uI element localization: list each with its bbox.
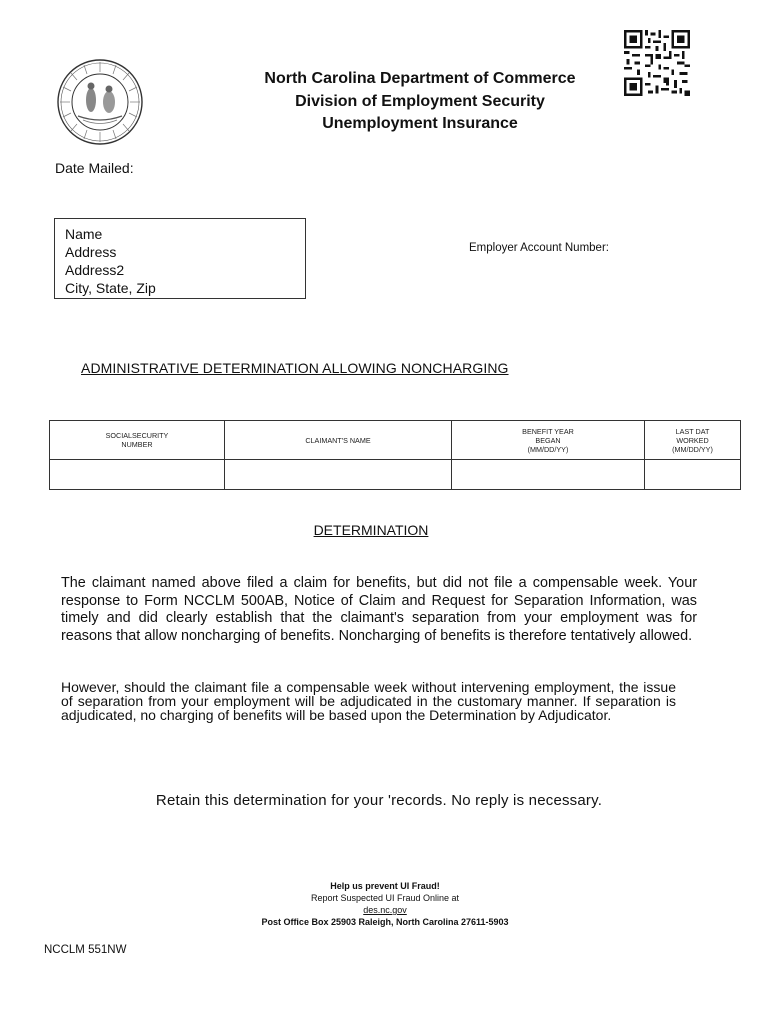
header-line-division: Division of Employment Security <box>295 92 545 110</box>
fraud-footer <box>200 880 570 928</box>
benefit-year-value-cell <box>452 460 645 490</box>
employer-account-label: Employer Account Number: <box>469 242 609 254</box>
ssn-value-cell <box>50 460 225 490</box>
determination-heading: DETERMINATION <box>313 522 429 538</box>
address-box <box>54 218 306 299</box>
header-benefit-year-began: BENEFIT YEAR BEGAN (MM/DD/YY) <box>452 421 645 460</box>
header-last-date-worked: LAST DAT WORKED (MM/DD/YY) <box>645 421 741 460</box>
determination-paragraph-2: However, should the claimant file a compensable week without intervening employment, the issue of separation from your employment will be adjudicated in the customary manner. If separation is adjudicated, no charging of benefits will be based upon the Determination by Adjudicator. <box>61 679 676 723</box>
determination-paragraph-1: The claimant named above filed a claim for benefits, but did not file a compensable week. Your response to Form NCCLM 500AB, Notice of Claim and Request for Separation Information, was timely and did clearly establish that the claimant's separation from your employment was for reasons that allow noncharging of benefits. Noncharging of benefits is therefore tentatively allowed. <box>61 575 697 644</box>
last-date-worked-value-cell <box>645 460 741 490</box>
address-line-city-state-zip: City, State, Zip <box>65 280 156 296</box>
address-line-name: Name <box>65 226 103 242</box>
fraud-report-text: Report Suspected UI Fraud Online at <box>310 893 460 903</box>
header-ssn: SOCIALSECURITY NUMBER <box>50 421 225 460</box>
claimant-name-value-cell <box>225 460 452 490</box>
state-seal-image <box>56 58 144 146</box>
website-link[interactable]: des.nc.gov <box>363 905 407 915</box>
form-code: NCCLM 551NW <box>44 944 127 956</box>
header-line-program: Unemployment Insurance <box>322 115 518 132</box>
header-claimant-name: CLAIMANT'S NAME <box>225 421 452 460</box>
determination-type-title: ADMINISTRATIVE DETERMINATION ALLOWING NONCHARGING <box>81 360 509 376</box>
fraud-title: Help us prevent UI Fraud! <box>330 881 440 891</box>
header-line-department: North Carolina Department of Commerce <box>264 70 576 87</box>
claimant-info-table <box>49 420 741 490</box>
date-mailed-label: Date Mailed: <box>55 160 134 176</box>
address-line-address: Address <box>65 244 117 260</box>
mailing-address: Post Office Box 25903 Raleigh, North Carolina 27611-5903 <box>261 917 509 927</box>
table-row <box>50 460 741 490</box>
table-header-row <box>50 421 741 460</box>
address-line-address2: Address2 <box>65 262 125 278</box>
agency-header <box>200 68 640 136</box>
retain-notice: Retain this determination for your 'records. No reply is necessary. <box>155 792 603 809</box>
